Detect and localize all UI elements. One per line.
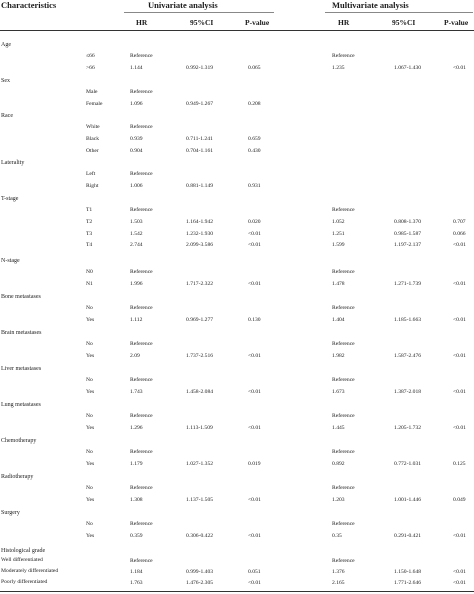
row-label: Yes (86, 496, 95, 503)
table-cell-m_ci: 1.185-1.663 (394, 316, 422, 323)
row-label: T1 (86, 207, 93, 213)
table-cell-u_ci: 1.027-1.352 (186, 460, 214, 467)
table-cell-m_hr: 1.404 (332, 316, 345, 323)
row-label: T4 (86, 242, 93, 249)
table-cell-u_p: <0.01 (248, 388, 261, 395)
table-cell-m_hr: 1.235 (332, 64, 345, 71)
table-cell-m_p: <0.01 (453, 568, 466, 575)
table-cell-m_hr: 1.445 (332, 424, 345, 431)
table-cell-u_p: <0.01 (248, 280, 261, 287)
section-title: Histological grade (1, 548, 46, 554)
table-cell-u_hr: 1.503 (130, 218, 143, 225)
table-cell-m_hr: Reference (332, 485, 355, 491)
table-cell-u_ci: 0.881-1.149 (186, 182, 214, 189)
table-cell-m_ci: 1.001-1.446 (394, 496, 422, 503)
row-label: No (86, 485, 93, 491)
table-cell-u_ci: 2.099-3.586 (186, 242, 214, 249)
table-cell-u_p: 0.208 (248, 100, 261, 107)
row-label: Moderately differentiated (1, 567, 59, 574)
row-label: Yes (86, 388, 95, 395)
section-title: Brain metastases (1, 330, 42, 336)
table-cell-u_hr: 1.996 (130, 280, 143, 287)
section-title: N-stage (1, 258, 20, 264)
table-cell-u_ci: 0.992-1.319 (186, 64, 214, 71)
table-cell-u_hr: Reference (130, 89, 153, 95)
section-title: Surgery (1, 510, 20, 516)
row-label: Black (86, 135, 100, 142)
table-cell-u_hr: 1.184 (130, 568, 143, 575)
table-cell-m_hr: 0.892 (332, 460, 345, 467)
table-cell-u_hr: Reference (130, 558, 153, 564)
row-label: No (86, 521, 93, 527)
table-cell-m_hr: 1.673 (332, 388, 345, 395)
table-cell-u_hr: 0.939 (130, 135, 143, 142)
uni-col-p: P-value (245, 18, 270, 27)
table-cell-m_p: <0.01 (453, 280, 466, 287)
table-cell-m_ci: 1.067-1.430 (394, 64, 422, 71)
section-title: Laterality (1, 160, 25, 166)
table-cell-m_hr: Reference (332, 377, 355, 383)
table-cell-m_hr: 1.376 (332, 568, 345, 575)
header-rule (0, 30, 474, 31)
table-cell-u_hr: 1.144 (130, 64, 143, 71)
table-cell-u_hr: Reference (130, 171, 153, 177)
table-cell-u_ci: 1.113-1.509 (186, 424, 213, 431)
table-cell-u_hr: Reference (130, 485, 153, 491)
table-cell-u_p: <0.01 (248, 352, 261, 359)
table-cell-m_p: 0.049 (453, 496, 466, 503)
table-cell-u_hr: 1.006 (130, 182, 143, 189)
row-label: Yes (86, 352, 95, 359)
table-cell-u_p: <0.01 (248, 424, 261, 431)
table-cell-m_ci: 1.587-2.476 (394, 352, 422, 359)
row-label: Poorly differentiated (1, 578, 48, 585)
table-cell-u_p: 0.065 (248, 64, 261, 71)
table-cell-m_hr: Reference (332, 207, 355, 213)
row-label: Well differentiated (1, 557, 43, 563)
row-label: Male (86, 89, 98, 95)
section-title: Chemotherapy (1, 438, 37, 444)
multivariate-underline (325, 12, 473, 13)
table-cell-m_p: <0.01 (453, 579, 466, 586)
table-cell-u_p: 0.130 (248, 316, 261, 323)
table-cell-u_ci: 1.458-2.084 (186, 388, 214, 395)
table-cell-u_hr: Reference (130, 377, 153, 383)
row-label: Yes (86, 316, 95, 323)
table-cell-m_p: <0.01 (453, 388, 466, 395)
bottom-rule (0, 591, 474, 592)
table-cell-u_ci: 0.969-1.277 (186, 316, 214, 323)
header-univariate: Univariate analysis (148, 0, 218, 10)
multi-col-p: P-value (444, 18, 469, 27)
table-cell-m_hr: Reference (332, 449, 355, 455)
table-cell-u_hr: 1.096 (130, 100, 143, 107)
table-cell-m_ci: 1.197-2.137 (394, 242, 422, 249)
table-cell-u_p: <0.01 (248, 242, 261, 249)
table-cell-u_ci: 1.717-2.322 (186, 280, 214, 287)
header-multivariate: Multivariate analysis (332, 0, 409, 10)
row-label: N0 (86, 269, 93, 275)
row-label: White (86, 124, 100, 130)
section-title: Race (1, 113, 13, 119)
table-cell-m_ci: 1.150-1.648 (394, 568, 422, 575)
header-characteristics: Characteristics (1, 0, 57, 10)
table-cell-m_hr: 1.599 (332, 242, 345, 249)
section-title: Radiotherapy (1, 474, 34, 480)
row-label: No (86, 449, 93, 455)
table-cell-m_hr: 0.35 (332, 532, 342, 539)
table-cell-u_ci: 0.999-1.403 (186, 568, 214, 575)
table-cell-u_hr: Reference (130, 305, 153, 311)
univariate-underline (124, 12, 274, 13)
row-label: Yes (86, 424, 95, 431)
multi-col-ci: 95%CI (392, 18, 416, 27)
table-cell-u_ci: 0.711-1.241 (186, 135, 213, 142)
table-cell-u_hr: Reference (130, 521, 153, 527)
row-label: Right (86, 182, 99, 189)
table-cell-u_hr: 0.904 (130, 147, 143, 154)
table-cell-u_hr: Reference (130, 124, 153, 130)
table-cell-u_ci: 0.949-1.267 (186, 100, 214, 107)
row-label: No (86, 305, 93, 311)
uni-col-ci: 95%CI (190, 18, 214, 27)
table-cell-m_hr: 1.251 (332, 230, 345, 237)
table-cell-m_p: <0.01 (453, 424, 466, 431)
table-cell-m_ci: 0.772-1.031 (394, 460, 422, 467)
table-cell-u_hr: 1.743 (130, 388, 143, 395)
multi-col-hr: HR (338, 18, 350, 27)
table-cell-u_ci: 1.232-1.930 (186, 230, 214, 237)
table-cell-m_p: <0.01 (453, 352, 466, 359)
table-cell-u_hr: 1.308 (130, 496, 143, 503)
table-cell-u_ci: 1.476-2.305 (186, 579, 214, 586)
table-cell-m_p: 0.066 (453, 230, 466, 237)
table-cell-u_ci: 1.137-1.505 (186, 496, 214, 503)
table-cell-m_p: 0.707 (453, 218, 466, 225)
table-cell-m_ci: 1.387-2.018 (394, 388, 422, 395)
table-cell-m_ci: 1.271-1.739 (394, 280, 422, 287)
row-label: No (86, 377, 93, 383)
table-cell-m_hr: 1.478 (332, 280, 345, 287)
row-label: Yes (86, 532, 95, 539)
section-title: Bone metastases (1, 294, 41, 300)
section-title: Liver metastases (1, 366, 42, 372)
table-cell-m_hr: 1.982 (332, 352, 345, 359)
table-cell-m_hr: 2.165 (332, 579, 345, 586)
row-label: T2 (86, 218, 93, 225)
table-cell-m_hr: Reference (332, 341, 355, 347)
section-title: Lung metastases (1, 402, 41, 408)
table-cell-u_hr: Reference (130, 269, 153, 275)
table-cell-u_ci: 1.737-2.516 (186, 352, 214, 359)
table-cell-m_hr: 1.203 (332, 496, 345, 503)
table-cell-u_hr: 1.763 (130, 579, 143, 586)
section-title: Age (1, 42, 11, 48)
table-cell-m_hr: Reference (332, 413, 355, 419)
table-cell-m_p: <0.01 (453, 532, 466, 539)
table-cell-u_hr: 0.359 (130, 532, 143, 539)
table-cell-m_p: <0.01 (453, 316, 466, 323)
table-cell-u_hr: Reference (130, 53, 153, 59)
table-cell-u_hr: Reference (130, 413, 153, 419)
table-cell-u_p: 0.430 (248, 147, 261, 154)
table-cell-m_ci: 1.771-2.646 (394, 579, 422, 586)
table-cell-u_hr: 2.744 (130, 242, 143, 249)
table-cell-u_hr: Reference (130, 207, 153, 213)
table-cell-u_p: 0.931 (248, 182, 261, 189)
table-cell-u_p: 0.019 (248, 460, 261, 467)
table-cell-u_ci: 0.704-1.161 (186, 147, 214, 154)
table-cell-m_p: <0.01 (453, 242, 466, 249)
table-cell-m_p: <0.01 (453, 64, 466, 71)
table-cell-u_hr: 1.296 (130, 424, 143, 431)
row-label: ≤66 (86, 53, 95, 59)
table-cell-u_hr: 1.179 (130, 460, 143, 467)
table-cell-m_hr: Reference (332, 269, 355, 275)
row-label: Other (86, 147, 99, 154)
table-cell-m_hr: Reference (332, 558, 355, 564)
table-cell-u_ci: 0.306-0.422 (186, 532, 214, 539)
table-cell-u_p: <0.01 (248, 579, 261, 586)
table-cell-m_hr: Reference (332, 521, 355, 527)
table-cell-u_hr: 2.09 (130, 352, 140, 359)
table-cell-u_ci: 1.164-1.942 (186, 218, 214, 225)
table-cell-m_ci: 1.205-1.732 (394, 424, 422, 431)
row-label: Female (86, 100, 103, 107)
table-cell-m_hr: 1.052 (332, 218, 345, 225)
row-label: Left (86, 171, 96, 177)
row-label: Yes (86, 460, 95, 467)
row-label: >66 (86, 64, 95, 71)
table-cell-u_hr: 1.112 (130, 316, 143, 323)
table-cell-m_ci: 0.808-1.370 (394, 218, 422, 225)
section-title: Sex (1, 78, 10, 84)
table-cell-m_hr: Reference (332, 53, 355, 59)
row-label: T3 (86, 230, 93, 237)
uni-col-hr: HR (136, 18, 148, 27)
table-cell-m_hr: Reference (332, 305, 355, 311)
table-cell-m_ci: 0.985-1.587 (394, 230, 422, 237)
table-cell-u_p: <0.01 (248, 230, 261, 237)
table-cell-u_hr: Reference (130, 449, 153, 455)
table-cell-u_p: 0.051 (248, 568, 261, 575)
table-cell-u_p: 0.020 (248, 218, 261, 225)
table-cell-u_p: <0.01 (248, 532, 261, 539)
row-label: No (86, 413, 93, 419)
table-cell-u_p: 0.659 (248, 135, 261, 142)
table-cell-u_hr: 1.542 (130, 230, 143, 237)
row-label: N1 (86, 280, 93, 287)
row-label: No (86, 341, 93, 347)
table-cell-m_p: 0.125 (453, 460, 466, 467)
table-cell-m_ci: 0.291-0.421 (394, 532, 422, 539)
table-cell-u_hr: Reference (130, 341, 153, 347)
section-title: T-stage (1, 196, 19, 202)
table-cell-u_p: <0.01 (248, 496, 261, 503)
